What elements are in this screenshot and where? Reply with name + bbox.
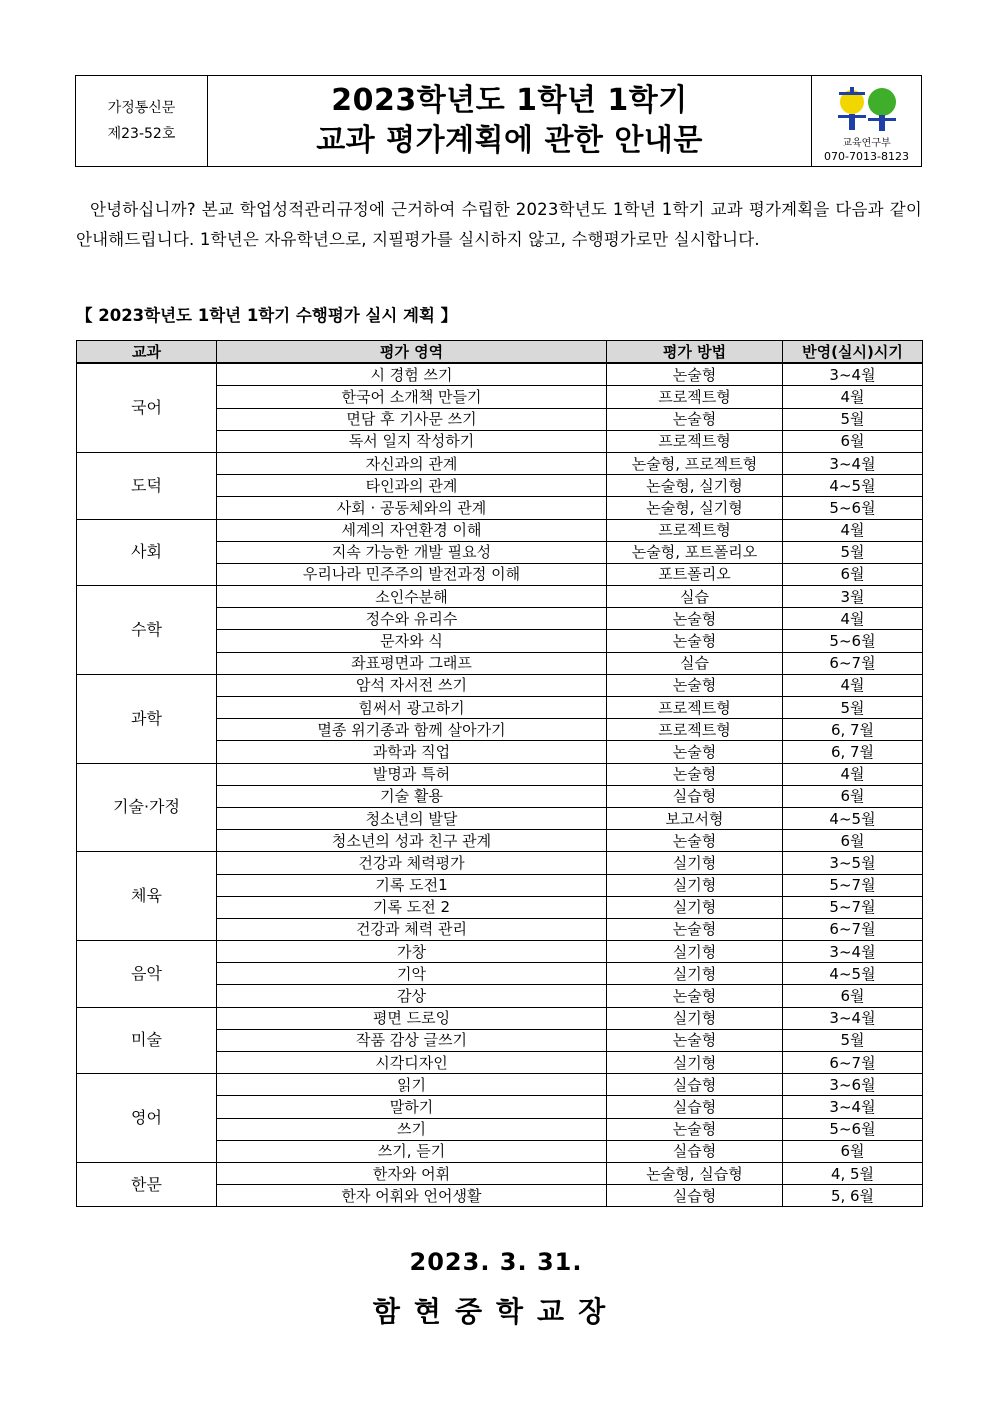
area-cell: 가창 (217, 941, 607, 963)
newsletter-label: 가정통신문 (107, 100, 176, 116)
method-cell: 논술형 (607, 608, 783, 630)
area-cell: 말하기 (217, 1096, 607, 1118)
method-cell: 논술형, 실습형 (607, 1162, 783, 1184)
method-cell: 실기형 (607, 896, 783, 918)
area-cell: 자신과의 관계 (217, 452, 607, 474)
method-cell: 논술형 (607, 674, 783, 696)
department-info (811, 76, 921, 166)
method-cell: 논술형 (607, 630, 783, 652)
area-cell: 쓰기, 듣기 (217, 1140, 607, 1162)
area-cell: 건강과 체력평가 (217, 852, 607, 874)
header-subject: 교과 (77, 341, 217, 364)
method-cell: 실기형 (607, 963, 783, 985)
issue-number: 제23-52호 (107, 126, 176, 142)
method-cell: 실기형 (607, 1052, 783, 1074)
method-cell: 논술형 (607, 408, 783, 430)
header-period: 반영(실시)시기 (783, 341, 923, 364)
method-cell: 실습형 (607, 1074, 783, 1096)
subject-cell: 수학 (77, 586, 217, 675)
area-cell: 기악 (217, 963, 607, 985)
area-cell: 한자 어휘와 언어생활 (217, 1185, 607, 1207)
subject-cell: 과학 (77, 674, 217, 763)
table-row (77, 1074, 923, 1096)
method-cell: 논술형 (607, 830, 783, 852)
period-cell: 3~4월 (783, 1007, 923, 1029)
method-cell: 논술형 (607, 741, 783, 763)
area-cell: 청소년의 발달 (217, 807, 607, 829)
subject-cell: 기술·가정 (77, 763, 217, 852)
table-row (77, 763, 923, 785)
method-cell: 논술형, 실기형 (607, 497, 783, 519)
area-cell: 면담 후 기사문 쓰기 (217, 408, 607, 430)
method-cell: 논술형, 실기형 (607, 475, 783, 497)
period-cell: 4월 (783, 763, 923, 785)
assessment-plan-table (76, 340, 923, 1207)
period-cell: 4~5월 (783, 807, 923, 829)
method-cell: 실기형 (607, 874, 783, 896)
subject-cell: 체육 (77, 852, 217, 941)
area-cell: 쓰기 (217, 1118, 607, 1140)
period-cell: 3~4월 (783, 363, 923, 386)
area-cell: 문자와 식 (217, 630, 607, 652)
period-cell: 5~6월 (783, 630, 923, 652)
period-cell: 5월 (783, 697, 923, 719)
issue-date: 2023. 3. 31. (409, 1248, 583, 1276)
period-cell: 6~7월 (783, 1052, 923, 1074)
title-line-1: 2023학년도 1학년 1학기 (331, 83, 688, 118)
area-cell: 세계의 자연환경 이해 (217, 519, 607, 541)
area-cell: 시각디자인 (217, 1052, 607, 1074)
area-cell: 멸종 위기종과 함께 살아가기 (217, 719, 607, 741)
area-cell: 소인수분해 (217, 586, 607, 608)
period-cell: 6월 (783, 785, 923, 807)
area-cell: 감상 (217, 985, 607, 1007)
period-cell: 5월 (783, 1029, 923, 1051)
period-cell: 6~7월 (783, 918, 923, 940)
subject-cell: 음악 (77, 941, 217, 1008)
table-row (77, 519, 923, 541)
area-cell: 지속 가능한 개발 필요성 (217, 541, 607, 563)
period-cell: 4월 (783, 386, 923, 408)
header-method: 평가 방법 (607, 341, 783, 364)
method-cell: 프로젝트형 (607, 386, 783, 408)
table-row (77, 674, 923, 696)
area-cell: 좌표평면과 그래프 (217, 652, 607, 674)
period-cell: 6~7월 (783, 652, 923, 674)
method-cell: 실습형 (607, 1096, 783, 1118)
period-cell: 4월 (783, 519, 923, 541)
period-cell: 5월 (783, 408, 923, 430)
period-cell: 6월 (783, 563, 923, 585)
period-cell: 6월 (783, 985, 923, 1007)
period-cell: 4, 5월 (783, 1162, 923, 1184)
period-cell: 5~7월 (783, 896, 923, 918)
area-cell: 한국어 소개책 만들기 (217, 386, 607, 408)
area-cell: 기술 활용 (217, 785, 607, 807)
period-cell: 3~4월 (783, 1096, 923, 1118)
title-line-2: 교과 평가계획에 관한 안내문 (316, 123, 703, 158)
method-cell: 프로젝트형 (607, 697, 783, 719)
period-cell: 5~6월 (783, 1118, 923, 1140)
period-cell: 3월 (783, 586, 923, 608)
school-logo-icon (832, 85, 902, 137)
table-row (77, 852, 923, 874)
area-cell: 기록 도전 2 (217, 896, 607, 918)
table-row (77, 363, 923, 386)
period-cell: 6월 (783, 1140, 923, 1162)
period-cell: 5월 (783, 541, 923, 563)
table-row (77, 1162, 923, 1184)
department-name: 교육연구부 (842, 138, 891, 149)
method-cell: 실기형 (607, 852, 783, 874)
area-cell: 독서 일지 작성하기 (217, 430, 607, 452)
period-cell: 3~6월 (783, 1074, 923, 1096)
area-cell: 기록 도전1 (217, 874, 607, 896)
subject-cell: 사회 (77, 519, 217, 586)
period-cell: 4~5월 (783, 963, 923, 985)
period-cell: 4~5월 (783, 475, 923, 497)
method-cell: 실습형 (607, 1185, 783, 1207)
table-row (77, 586, 923, 608)
method-cell: 실습형 (607, 785, 783, 807)
period-cell: 6, 7월 (783, 741, 923, 763)
table-row (77, 452, 923, 474)
method-cell: 프로젝트형 (607, 519, 783, 541)
subject-cell: 한문 (77, 1162, 217, 1206)
header-box (75, 75, 922, 167)
newsletter-info (76, 76, 208, 166)
method-cell: 논술형 (607, 1118, 783, 1140)
intro-paragraph: 안녕하십니까? 본교 학업성적관리규정에 근거하여 수립한 2023학년도 1학년 1학기 교과 평가계획을 다음과 같이 안내해드립니다. 1학년은 자유학년으로, 지필평가를 실시하지 않고, 수행평가로만 실시합니다. (76, 200, 922, 249)
method-cell: 논술형 (607, 985, 783, 1007)
period-cell: 5~6월 (783, 497, 923, 519)
subject-cell: 영어 (77, 1074, 217, 1163)
method-cell: 실습 (607, 586, 783, 608)
area-cell: 작품 감상 글쓰기 (217, 1029, 607, 1051)
period-cell: 5~7월 (783, 874, 923, 896)
area-cell: 읽기 (217, 1074, 607, 1096)
method-cell: 논술형 (607, 363, 783, 386)
area-cell: 과학과 직업 (217, 741, 607, 763)
area-cell: 한자와 어휘 (217, 1162, 607, 1184)
section-title: 【 2023학년도 1학년 1학기 수행평가 실시 계획 】 (76, 306, 458, 325)
period-cell: 6월 (783, 430, 923, 452)
area-cell: 시 경험 쓰기 (217, 363, 607, 386)
area-cell: 청소년의 성과 친구 관계 (217, 830, 607, 852)
period-cell: 3~5월 (783, 852, 923, 874)
method-cell: 프로젝트형 (607, 719, 783, 741)
period-cell: 5, 6월 (783, 1185, 923, 1207)
period-cell: 3~4월 (783, 941, 923, 963)
method-cell: 실습 (607, 652, 783, 674)
subject-cell: 국어 (77, 363, 217, 452)
method-cell: 실기형 (607, 1007, 783, 1029)
area-cell: 건강과 체력 관리 (217, 918, 607, 940)
area-cell: 암석 자서전 쓰기 (217, 674, 607, 696)
document-title (208, 76, 811, 166)
area-cell: 평면 드로잉 (217, 1007, 607, 1029)
method-cell: 포트폴리오 (607, 563, 783, 585)
principal-signature: 함현중학교장 (372, 1295, 620, 1328)
method-cell: 논술형 (607, 918, 783, 940)
area-cell: 우리나라 민주주의 발전과정 이해 (217, 563, 607, 585)
department-phone: 070-7013-8123 (824, 150, 909, 163)
method-cell: 프로젝트형 (607, 430, 783, 452)
subject-cell: 미술 (77, 1007, 217, 1074)
method-cell: 보고서형 (607, 807, 783, 829)
subject-cell: 도덕 (77, 452, 217, 519)
period-cell: 4월 (783, 674, 923, 696)
table-row (77, 941, 923, 963)
period-cell: 4월 (783, 608, 923, 630)
method-cell: 실기형 (607, 941, 783, 963)
area-cell: 힘써서 광고하기 (217, 697, 607, 719)
table-row (77, 1007, 923, 1029)
table-header-row (77, 341, 923, 364)
period-cell: 6, 7월 (783, 719, 923, 741)
area-cell: 타인과의 관계 (217, 475, 607, 497)
method-cell: 논술형, 프로젝트형 (607, 452, 783, 474)
method-cell: 실습형 (607, 1140, 783, 1162)
area-cell: 발명과 특허 (217, 763, 607, 785)
method-cell: 논술형, 포트폴리오 (607, 541, 783, 563)
header-area: 평가 영역 (217, 341, 607, 364)
method-cell: 논술형 (607, 763, 783, 785)
area-cell: 정수와 유리수 (217, 608, 607, 630)
method-cell: 논술형 (607, 1029, 783, 1051)
area-cell: 사회 · 공동체와의 관계 (217, 497, 607, 519)
period-cell: 6월 (783, 830, 923, 852)
table-body (77, 363, 923, 1207)
period-cell: 3~4월 (783, 452, 923, 474)
